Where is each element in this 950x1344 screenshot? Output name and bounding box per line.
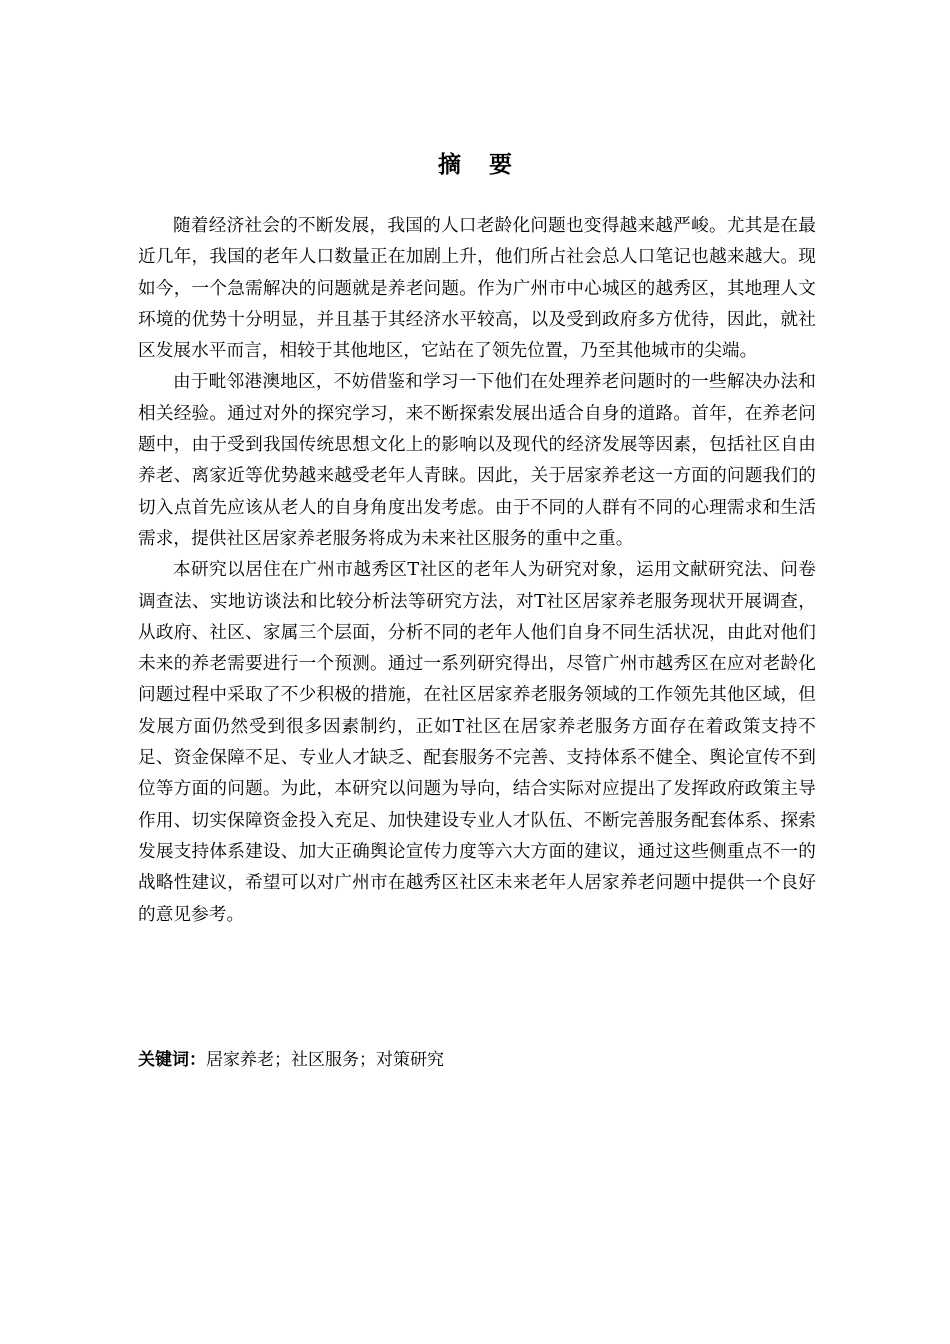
abstract-paragraph-1: 随着经济社会的不断发展，我国的人口老龄化问题也变得越来越严峻。尤其是在最近几年，我国的老年人口数量正在加剧上升，他们所占社会总人口笔记也越来越大。现如今，一个急需解决的问题就是养老问题。作为广州市中心城区的越秀区，其地理人文环境的优势十分明显，并且基于其经济水平较高，以及受到政府多方优待，因此，就社区发展水平而言，相较于其他地区，它站在了领先位置，乃至其他城市的尖端。 xyxy=(138,216,816,362)
abstract-title: 摘要 xyxy=(438,152,540,178)
keywords-label: 关键词： xyxy=(138,1050,206,1070)
abstract-body xyxy=(138,211,816,931)
keywords-text: 居家养老；社区服务；对策研究 xyxy=(206,1050,444,1070)
keywords-line xyxy=(138,1045,816,1075)
abstract-paragraph-2: 由于毗邻港澳地区，不妨借鉴和学习一下他们在处理养老问题时的一些解决办法和相关经验。通过对外的探究学习，来不断探索发展出适合自身的道路。首年，在养老问题中，由于受到我国传统思想文化上的影响以及现代的经济发展等因素，包括社区自由养老、离家近等优势越来越受老年人青睐。因此，关于居家养老这一方面的问题我们的切入点首先应该从老人的自身角度出发考虑。由于不同的人群有不同的心理需求和生活需求，提供社区居家养老服务将成为未来社区服务的重中之重。 xyxy=(138,372,816,549)
abstract-paragraph-3: 本研究以居住在广州市越秀区T社区的老年人为研究对象，运用文献研究法、问卷调查法、实地访谈法和比较分析法等研究方法，对T社区居家养老服务现状开展调查，从政府、社区、家属三个层面，分析不同的老年人他们自身不同生活状况，由此对他们未来的养老需要进行一个预测。通过一系列研究得出，尽管广州市越秀区在应对老龄化问题过程中采取了不少积极的措施，在社区居家养老服务领域的工作领先其他区域，但发展方面仍然受到很多因素制约，正如T社区在居家养老服务方面存在着政策支持不足、资金保障不足、专业人才缺乏、配套服务不完善、支持体系不健全、舆论宣传不到位等方面的问题。为此，本研究以问题为导向，结合实际对应提出了发挥政府政策主导作用、切实保障资金投入充足、加快建设专业人才队伍、不断完善服务配套体系、探索发展支持体系建设、加大正确舆论宣传力度等六大方面的建议，通过这些侧重点不一的战略性建议，希望可以对广州市在越秀区社区未来老年人居家养老问题中提供一个良好的意见参考。 xyxy=(138,560,816,925)
